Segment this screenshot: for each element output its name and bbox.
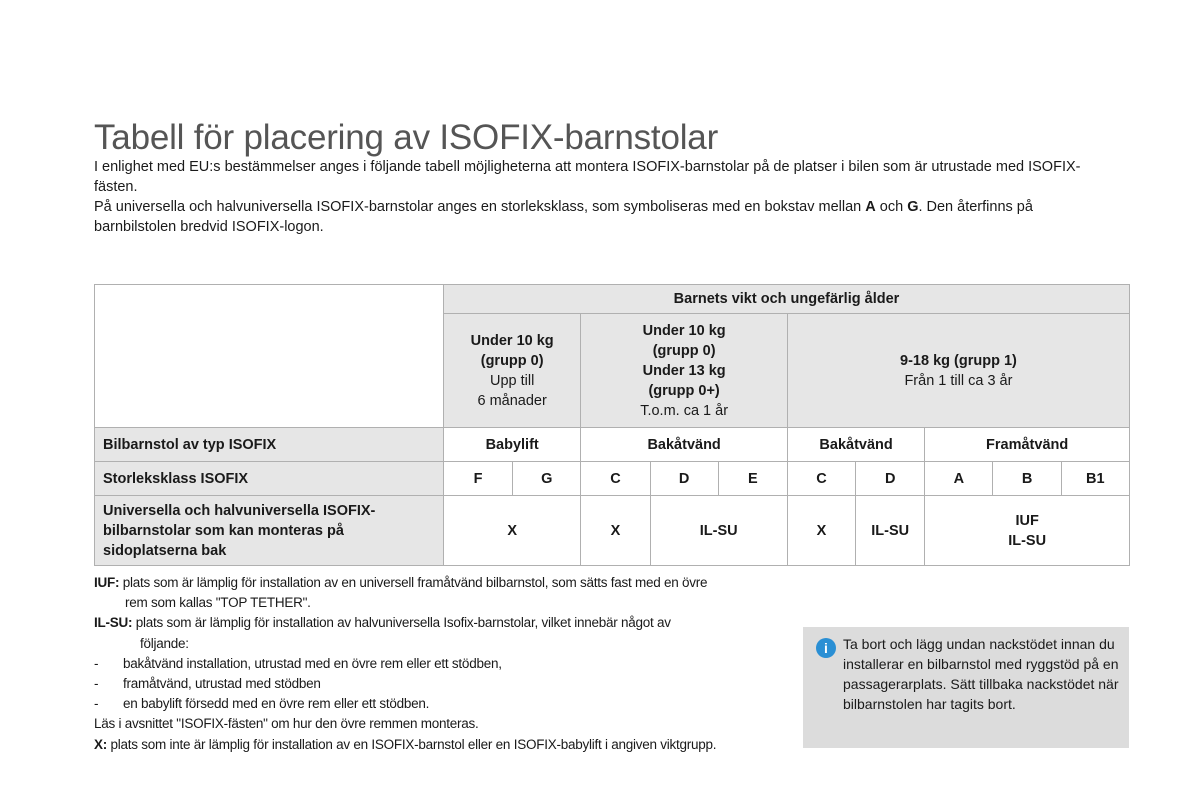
row-label-seat-type: Bilbarnstol av typ ISOFIX (95, 428, 444, 462)
note-text: plats som är lämplig för installation av en universell framåtvänd bilbarnstol, som sätts fast med en övre (119, 575, 708, 590)
info-box-text: Ta bort och lägg undan nackstödet innan du installerar en bilbarnstol med ryggstöd på en passagerarplats. Sätt tillbaka nackstödet när bilbarnstolen har tagits bort. (843, 636, 1119, 712)
type-babylift: Babylift (443, 428, 580, 462)
weight-age-header: Barnets vikt och ungefärlig ålder (443, 285, 1129, 314)
group-0-age: 6 månader (477, 392, 547, 409)
group-0-header (443, 314, 580, 428)
list-dash: - (94, 696, 99, 712)
group-0plus-name: (grupp 0+) (648, 382, 720, 399)
note-key: IL-SU: (94, 615, 133, 631)
group-0-age: Upp till (489, 372, 535, 389)
note-key: X: (94, 736, 107, 752)
list-item-text: en babylift försedd med en övre rem eller ett stödben. (123, 696, 430, 712)
group-0plus-name: (grupp 0) (652, 342, 716, 359)
note-il-su-cont: följande: (140, 635, 189, 651)
group-1-weight: 9-18 kg (grupp 1) (900, 352, 1017, 369)
group-1-header (787, 314, 1129, 428)
list-item-text: bakåtvänd installation, utrustad med en övre rem eller ett stödben, (123, 655, 502, 671)
note-key: IUF: (94, 575, 120, 590)
intro-paragraph-2 (94, 197, 1114, 237)
size-class-cell: G (513, 462, 581, 496)
seat-value-il-su: IL-SU (1008, 532, 1047, 549)
list-dash: - (94, 676, 99, 692)
seat-value-class-c-group-0plus: X (581, 496, 650, 566)
group-0plus-age: T.o.m. ca 1 år (640, 402, 729, 419)
note-x (94, 735, 794, 755)
isofix-placement-table (94, 284, 1130, 566)
table-corner-cell (95, 285, 444, 428)
intro-text-part: . Den återfinns på barnbilstolen bredvid ISOFIX-logon. (94, 199, 1033, 235)
type-forward-facing: Framåtvänd (925, 428, 1130, 462)
info-box (803, 627, 1129, 748)
size-class-cell: E (718, 462, 787, 496)
group-0plus-weight: Under 13 kg (642, 362, 726, 379)
list-item (94, 654, 794, 674)
list-dash: - (94, 655, 99, 671)
intro-text-part: På universella och halvuniversella ISOFIX-barnstolar anges en storleksklass, som symboliseras med en bokstav mellan (94, 199, 866, 215)
size-class-cell: D (856, 462, 925, 496)
size-class-cell: B1 (1061, 462, 1129, 496)
list-item (94, 694, 794, 714)
size-class-cell: C (787, 462, 855, 496)
note-il-su (94, 613, 794, 633)
note-iuf (94, 573, 794, 593)
size-class-cell: B (993, 462, 1061, 496)
list-item-text: framåtvänd, utrustad med stödben (123, 676, 321, 692)
svg-text:i: i (824, 640, 828, 656)
seat-value-iuf: IUF (1015, 512, 1039, 529)
legend-notes (94, 573, 794, 755)
note-text: plats som inte är lämplig för installation av en ISOFIX-barnstol eller en ISOFIX-babylift i angiven viktgrupp. (107, 736, 717, 752)
intro-text (94, 157, 1114, 237)
list-item (94, 674, 794, 694)
group-0-name: (grupp 0) (480, 352, 544, 369)
group-0-weight: Under 10 kg (470, 332, 554, 349)
seat-value-class-c-group-1: X (787, 496, 855, 566)
page-title: Tabell för placering av ISOFIX-barnstolar (94, 118, 719, 157)
intro-paragraph-1: I enlighet med EU:s bestämmelser anges i följande tabell möjligheterna att montera ISOFIX-barnstolar på de platser i bilen som är utrustade med ISOFIX-fästen. (94, 159, 1081, 195)
size-class-cell: C (581, 462, 650, 496)
size-class-cell: A (925, 462, 993, 496)
note-text: plats som är lämplig för installation av halvuniversella Isofix-barnstolar, vilket innebär något av (132, 615, 671, 631)
type-rear-facing: Bakåtvänd (787, 428, 924, 462)
group-0plus-weight: Under 10 kg (642, 322, 726, 339)
type-rear-facing: Bakåtvänd (581, 428, 788, 462)
note-read-more: Läs i avsnittet "ISOFIX-fästen" om hur den övre remmen monteras. (94, 716, 479, 732)
intro-text-part: och (875, 199, 908, 215)
row-label-size-class: Storleksklass ISOFIX (95, 462, 444, 496)
note-iuf-cont: rem som kallas "TOP TETHER". (125, 595, 311, 611)
size-class-cell: D (650, 462, 718, 496)
seat-value-forward-facing (925, 496, 1130, 566)
seat-value-babylift: X (443, 496, 580, 566)
info-icon (816, 638, 836, 658)
group-1-age: Från 1 till ca 3 år (904, 372, 1013, 389)
size-class-cell: F (443, 462, 512, 496)
seat-value-class-d-group-1: IL-SU (856, 496, 925, 566)
seat-value-class-de-group-0plus: IL-SU (650, 496, 787, 566)
row-label-rear-side-seats: Universella och halvuniversella ISOFIX-bilbarnstolar som kan monteras på sidoplatserna bak (95, 496, 444, 566)
size-class-g: G (907, 199, 919, 215)
size-class-a: A (865, 199, 876, 215)
group-0plus-header (581, 314, 788, 428)
